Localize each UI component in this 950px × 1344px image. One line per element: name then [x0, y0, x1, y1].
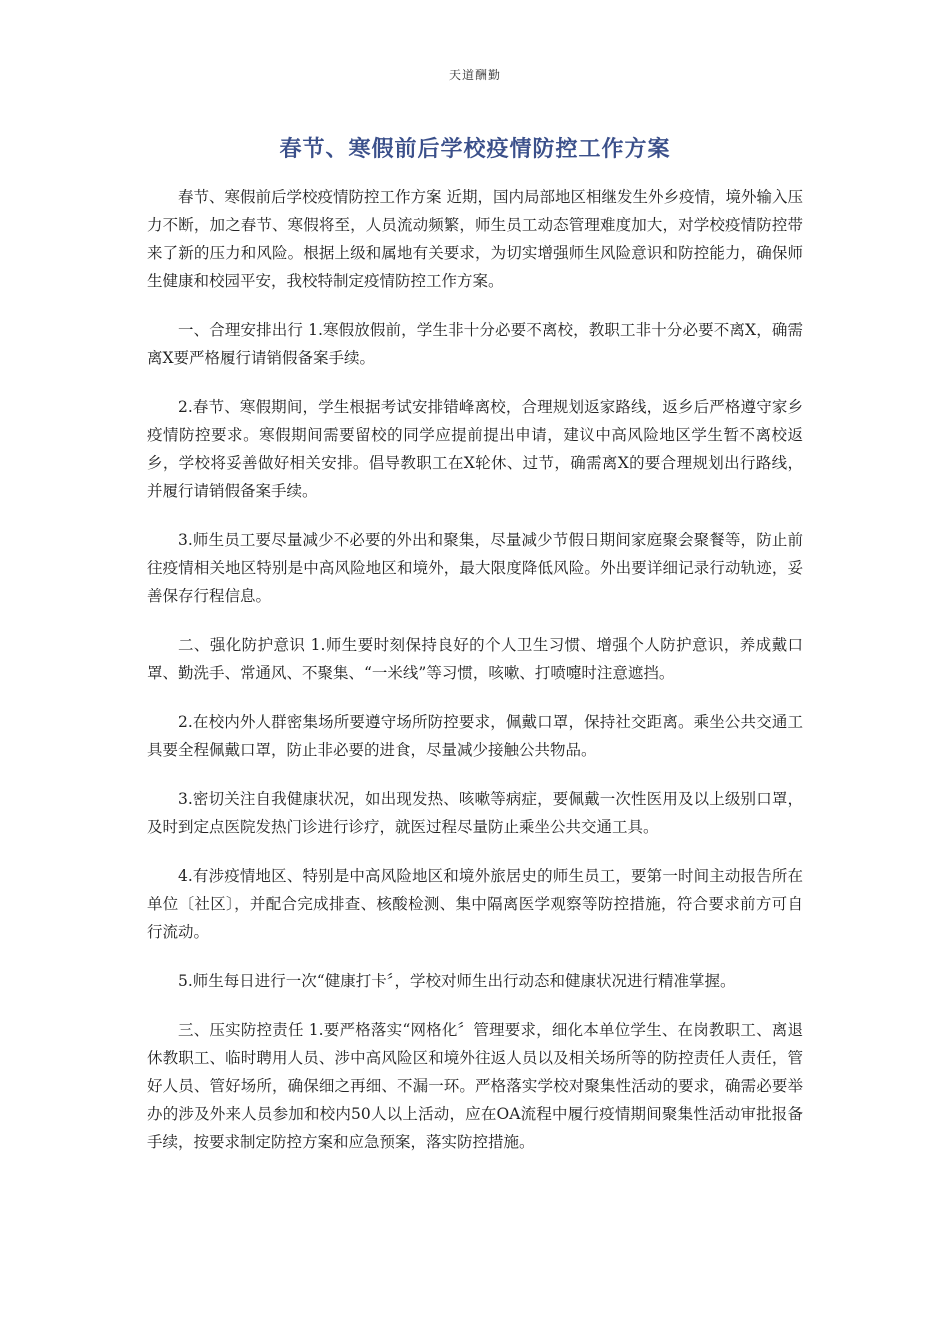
paragraph-intro: 春节、寒假前后学校疫情防控工作方案 近期，国内局部地区相继发生外乡疫情，境外输入压力不断，加之春节、寒假将至，人员流动频繁，师生员工动态管理难度加大，对学校疫情防控带来了新的压力和风险。根据上级和属地有关要求，为切实增强师生风险意识和防控能力，确保师生健康和校园平安，我校特制定疫情防控工作方案。 [147, 188, 803, 290]
paragraph-section-1-item-1: 一、合理安排出行 1.寒假放假前，学生非十分必要不离校，教职工非十分必要不离X，确需离X要严格履行请销假备案手续。 [147, 321, 803, 367]
paragraph-section-2-item-2: 2.在校内外人群密集场所要遵守场所防控要求，佩戴口罩，保持社交距离。乘坐公共交通工具要全程佩戴口罩，防止非必要的进食，尽量减少接触公共物品。 [147, 713, 803, 759]
paragraph-section-1-item-2: 2.春节、寒假期间，学生根据考试安排错峰离校，合理规划返家路线，返乡后严格遵守家乡疫情防控要求。寒假期间需要留校的同学应提前提出申请，建议中高风险地区学生暂不离校返乡，学校将妥善做好相关安排。倡导教职工在X轮休、过节，确需离X的要合理规划出行路线，并履行请销假备案手续。 [147, 398, 803, 500]
page-header: 天道酬勤 [448, 68, 501, 82]
paragraph-section-3-item-1: 三、压实防控责任 1.要严格落实“网格化〞管理要求，细化本单位学生、在岗教职工、离退休教职工、临时聘用人员、涉中高风险区和境外往返人员以及相关场所等的防控责任人责任，管好人员、管好场所，确保细之再细、不漏一环。严格落实学校对聚集性活动的要求，确需必要举办的涉及外来人员参加和校内50人以上活动，应在OA流程中履行疫情期间聚集性活动审批报备手续，按要求制定防控方案和应急预案，落实防控措施。 [147, 1021, 803, 1151]
paragraph-section-2-item-4: 4.有涉疫情地区、特别是中高风险地区和境外旅居史的师生员工，要第一时间主动报告所在单位〔社区〕，并配合完成排查、核酸检测、集中隔离医学观察等防控措施，符合要求前方可自行流动。 [147, 867, 803, 941]
paragraph-section-2-item-3: 3.密切关注自我健康状况，如出现发热、咳嗽等病症，要佩戴一次性医用及以上级别口罩，及时到定点医院发热门诊进行诊疗，就医过程尽量防止乘坐公共交通工具。 [147, 790, 803, 836]
document-body [147, 183, 803, 1177]
paragraph-section-1-item-3: 3.师生员工要尽量减少不必要的外出和聚集，尽量减少节假日期间家庭聚会聚餐等，防止前往疫情相关地区特别是中高风险地区和境外，最大限度降低风险。外出要详细记录行动轨迹，妥善保存行程信息。 [147, 531, 803, 605]
paragraph-section-2-item-1: 二、强化防护意识 1.师生要时刻保持良好的个人卫生习惯、增强个人防护意识，养成戴口罩、勤洗手、常通风、不聚集、“一米线”等习惯，咳嗽、打喷嚏时注意遮挡。 [147, 636, 803, 682]
paragraph-section-2-item-5: 5.师生每日进行一次“健康打卡〞，学校对师生出行动态和健康状况进行精准掌握。 [178, 972, 736, 990]
document-title: 春节、寒假前后学校疫情防控工作方案 [279, 137, 671, 162]
